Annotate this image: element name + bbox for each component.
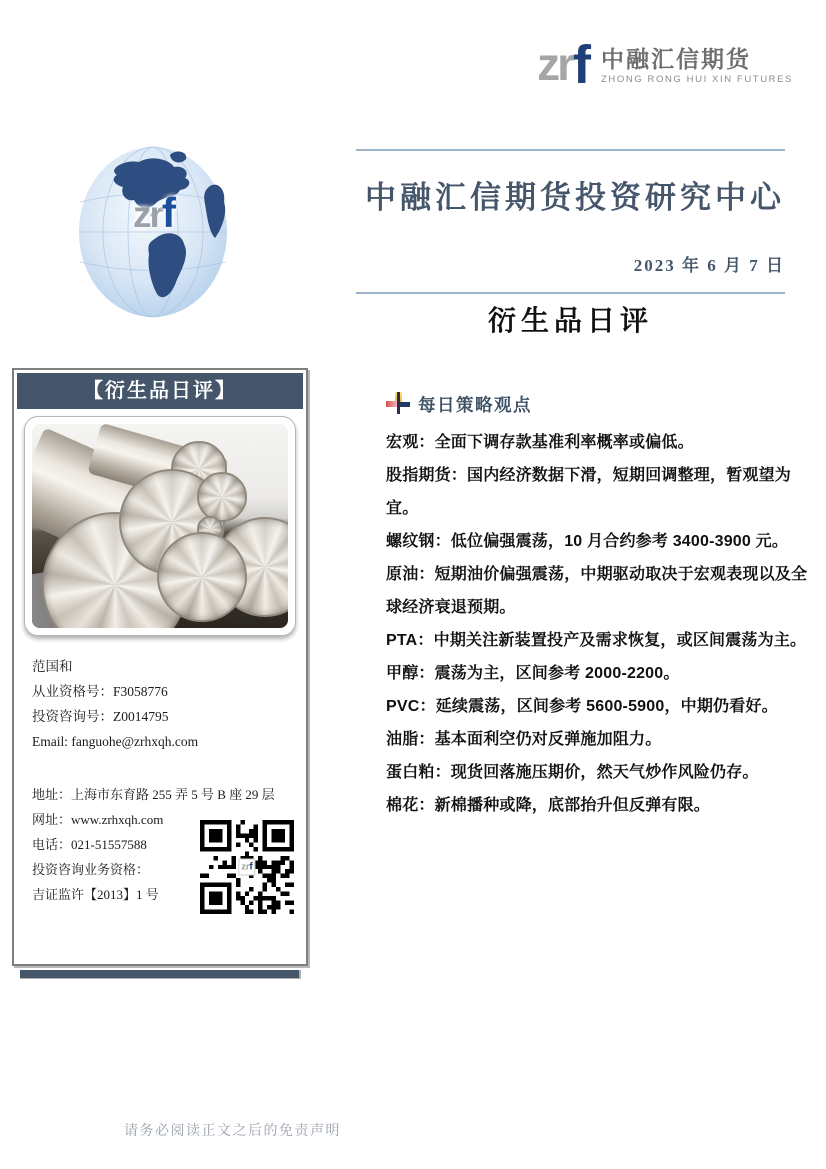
analyst-info xyxy=(32,654,198,754)
report-date: 2023 年 6 月 7 日 xyxy=(633,256,785,275)
research-center-title: 中融汇信期货投资研究中心 xyxy=(365,180,785,215)
sidebar-bottom-bar xyxy=(20,970,301,979)
rod-end-mid-small xyxy=(197,472,247,522)
strategy-item-stock-index: 股指期货：国内经济数据下滑，短期回调整理，暂观望为宜。 xyxy=(386,467,792,517)
strategy-item-pvc: PVC：延续震荡，区间参考 5600-5900，中期仍看好。 xyxy=(386,698,778,715)
qr-code xyxy=(200,820,294,914)
company-name-en: ZHONG RONG HUI XIN FUTURES xyxy=(600,74,793,85)
sidebar-title-bar: 【衍生品日评】 xyxy=(17,373,303,409)
section-title: 每日策略观点 xyxy=(418,394,532,415)
strategy-item-rebar: 螺纹钢：低位偏强震荡，10 月合约参考 3400-3900 元。 xyxy=(386,533,789,550)
qr-zr-text: zr xyxy=(241,861,250,872)
company-logo xyxy=(537,35,793,95)
company-phone: 电话：021-51557588 xyxy=(32,837,147,852)
analyst-email: Email: fanguohe@zrhxqh.com xyxy=(32,734,199,749)
license-label: 投资咨询业务资格： xyxy=(32,862,150,877)
globe-zrf-overlay xyxy=(133,189,176,237)
qr-f-text: f xyxy=(249,861,253,873)
globe-zr-text: zr xyxy=(133,194,162,235)
report-title: 衍生品日评 xyxy=(487,306,653,337)
qr-center-logo xyxy=(238,859,255,876)
globe-f-text: f xyxy=(161,189,176,236)
section-header xyxy=(386,391,816,417)
logo-f-text: f xyxy=(572,35,591,95)
strategy-item-pta: PTA：中期关注新装置投产及需求恢复，或区间震荡为主。 xyxy=(386,632,807,649)
company-website: 网址：www.zrhxqh.com xyxy=(32,812,164,827)
strategy-item-oils: 油脂：基本面利空仍对反弹施加阻力。 xyxy=(386,731,662,748)
strategy-item-methanol: 甲醇：震荡为主，区间参考 2000-2200。 xyxy=(386,665,680,682)
daily-strategy-section xyxy=(386,391,816,822)
globe-illustration xyxy=(77,145,229,319)
company-name-cn: 中融汇信期货 xyxy=(600,46,751,72)
second-divider-line xyxy=(356,292,785,294)
analyst-name: 范国和 xyxy=(32,659,73,674)
logo-zr-text: zr xyxy=(537,38,572,90)
footer-disclaimer: 请务必阅读正文之后的免责声明 xyxy=(124,1124,341,1139)
rod-end-bottom xyxy=(157,532,247,622)
photo-frame xyxy=(24,416,296,636)
analyst-qualification-no: 从业资格号：F3058776 xyxy=(32,684,168,699)
logo-names xyxy=(601,42,793,85)
company-address: 地址：上海市东育路 255 弄 5 号 B 座 29 层 xyxy=(32,787,275,802)
sidebar-panel xyxy=(12,368,308,966)
analyst-advisory-no: 投资咨询号：Z0014795 xyxy=(32,709,169,724)
strategy-items xyxy=(386,426,816,822)
compass-star-icon xyxy=(386,392,410,416)
strategy-item-crude-oil: 原油：短期油价偏强震荡，中期驱动取决于宏观表现以及全球经济衰退预期。 xyxy=(386,566,808,616)
top-divider-line xyxy=(356,149,785,151)
steel-rods-photo xyxy=(32,424,288,628)
strategy-item-cotton: 棉花：新棉播种或降，底部抬升但反弹有限。 xyxy=(386,797,711,814)
license-number: 吉证监许【2013】1 号 xyxy=(32,887,159,902)
strategy-item-macro: 宏观：全面下调存款基准利率概率或偏低。 xyxy=(386,434,694,451)
strategy-item-protein-meal: 蛋白粕：现货回落施压期价，然天气炒作风险仍存。 xyxy=(386,764,759,781)
